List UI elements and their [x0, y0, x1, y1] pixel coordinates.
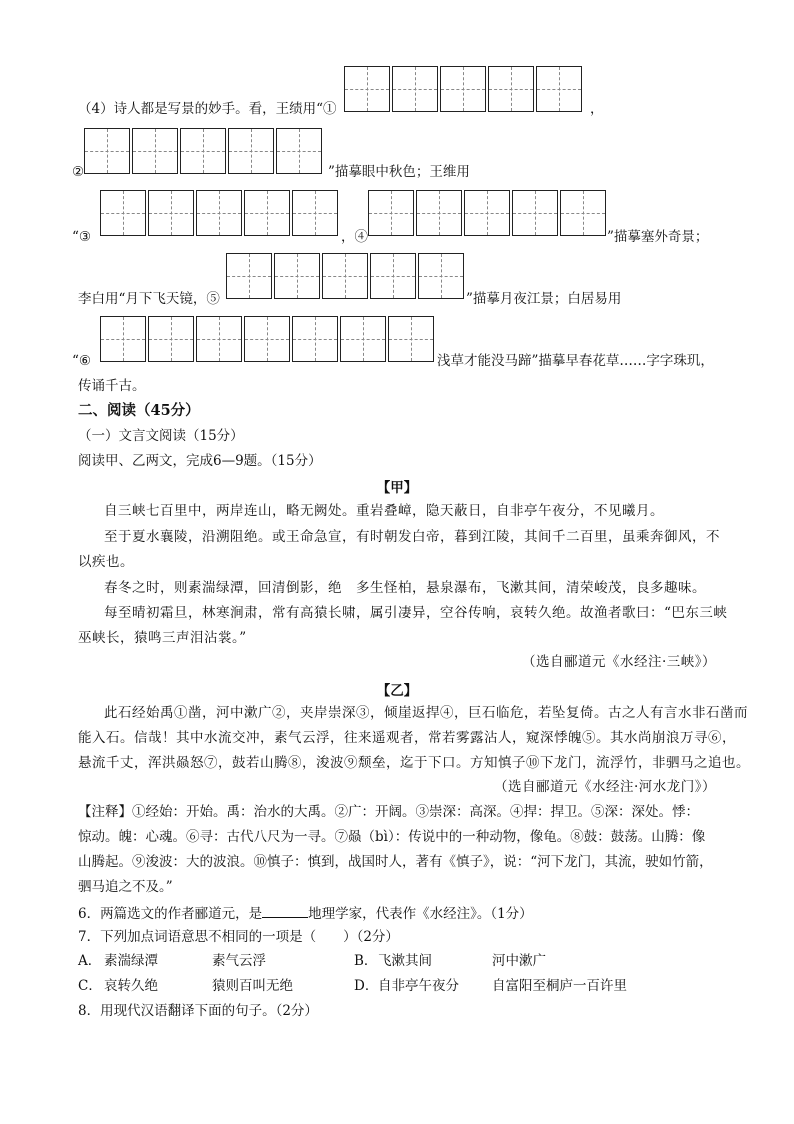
q7-option-c-label[interactable]: C． [78, 978, 102, 994]
q4-line2-prefix: ② [72, 164, 85, 180]
jia-p1: 自三峡七百里中，两岸连山，略无阙处。重岩叠嶂，隐天蔽日，自非亭午夜分，不见曦月。 [104, 503, 664, 519]
q4-line4-prefix: 李白用“月下飞天镜，⑤ [78, 291, 220, 307]
answer-grid-3[interactable] [100, 190, 340, 236]
q4-line3-suffix: ”描摹塞外奇景； [607, 229, 709, 245]
yi-l3: 悬流千丈，浑洪赑怒⑦，鼓若山腾⑧，浚波⑨颓垒，迄于下口。方知慎子⑩下龙门，流浮竹，非驷马之追也。 [78, 755, 750, 771]
q7-option-b-2: 河中漱广 [492, 953, 546, 969]
jia-p3: 春冬之时，则素湍绿潭，回清倒影，绝 多生怪柏，悬泉瀑布，飞漱其间，清荣峻茂，良多趣味。 [104, 580, 706, 596]
section-title: 二、阅读（45分） [78, 402, 200, 419]
yi-source: （选自郦道元《水经注·河水龙门》） [493, 779, 716, 795]
q4-line4-suffix: ”描摹月夜江景；白居易用 [466, 291, 622, 307]
answer-grid-1[interactable] [344, 66, 584, 112]
q4-line2-suffix: ”描摹眼中秋色；王维用 [328, 164, 470, 180]
yi-l2: 能入石。信哉！其中水流交冲，素气云浮，往来遥观者，常若雾露沾人，窥深悸魄⑤。其水尚崩浪万寻⑥， [78, 730, 736, 746]
answer-grid-6[interactable] [100, 316, 436, 362]
q6-text-a: 6．两篇选文的作者郦道元，是 [78, 906, 263, 922]
answer-grid-4[interactable] [368, 190, 608, 236]
instruction: 阅读甲、乙两文，完成6—9题。（15分） [78, 453, 322, 469]
q4-line3-mid: ，④ [341, 229, 368, 245]
notes-l1: 【注释】①经始：开始。禹：治水的大禹。②广：开阔。③崇深：高深。④捍：捍卫。⑤深：深处。悸： [78, 804, 699, 820]
q7-option-a-1: 素湍绿潭 [104, 953, 158, 969]
jia-p2a: 至于夏水襄陵，沿溯阻绝。或王命急宣，有时朝发白帝，暮到江陵，其间千二百里，虽乘奔御风，不 [104, 529, 720, 545]
subsection-title: （一）文言文阅读（15分） [78, 428, 244, 444]
notes-l4: 驷马追之不及。” [78, 879, 173, 895]
yi-l1: 此石经始禹①凿，河中漱广②，夹岸崇深③，倾崖返捍④，巨石临危，若坠复倚。古之人有言水非石凿而 [104, 705, 748, 721]
q4-line1-suffix: ， [590, 101, 604, 117]
notes-l3: 山腾起。⑨浚波：大的波浪。⑩慎子：慎到，战国时人，著有《慎子》，说：“河下龙门，其流，驶如竹箭， [78, 854, 713, 870]
jia-p4a: 每至晴初霜旦，林寒涧肃，常有高猿长啸，属引凄异，空谷传响，哀转久绝。故渔者歌曰：“巴东三峡 [104, 605, 728, 621]
q4-line6: 传诵千古。 [78, 378, 146, 394]
q7-option-a-2: 素气云浮 [212, 953, 266, 969]
q6-blank[interactable] [262, 903, 308, 918]
notes-l2: 惊动。魄：心魂。⑥寻：古代八尺为一寻。⑦赑（bì）：传说中的一种动物，像龟。⑧鼓：鼓荡。山腾：像 [78, 829, 706, 845]
answer-grid-5[interactable] [226, 253, 466, 299]
jia-p2b: 以疾也。 [78, 554, 134, 570]
q6-text-b: 地理学家，代表作《水经注》。（1分） [308, 906, 533, 922]
q6 [78, 903, 533, 923]
jia-source: （选自郦道元《水经注·三峡》） [521, 654, 716, 670]
q7-option-b-label[interactable]: B． [354, 953, 378, 969]
q7-option-a-label[interactable]: A． [78, 953, 102, 969]
q4-line5-prefix: “⑥ [72, 353, 92, 369]
q4-line3-prefix: “③ [72, 229, 92, 245]
q7-option-c-1: 哀转久绝 [104, 978, 158, 994]
answer-grid-2[interactable] [84, 128, 324, 174]
q4-line1-prefix: （4）诗人都是写景的妙手。看，王绩用“① [78, 101, 337, 117]
q7-option-b-1: 飞漱其间 [378, 953, 432, 969]
text-yi-header: 【乙】 [376, 683, 418, 699]
q8: 8．用现代汉语翻译下面的句子。（2分） [78, 1003, 318, 1019]
text-jia-header: 【甲】 [376, 480, 418, 496]
q7-option-d-label[interactable]: D． [354, 978, 379, 994]
jia-p4b: 巫峡长，猿鸣三声泪沾裳。” [78, 630, 247, 646]
q4-line5-suffix: 浅草才能没马蹄”描摹早春花草……字字珠玑， [437, 353, 714, 369]
q7-option-d-2: 自富阳至桐庐一百许里 [492, 978, 627, 994]
q7-option-d-1: 自非亭午夜分 [378, 978, 459, 994]
q7: 7．下列加点词语意思不相同的一项是（ ）（2分） [78, 929, 399, 945]
q7-option-c-2: 猿则百叫无绝 [212, 978, 293, 994]
